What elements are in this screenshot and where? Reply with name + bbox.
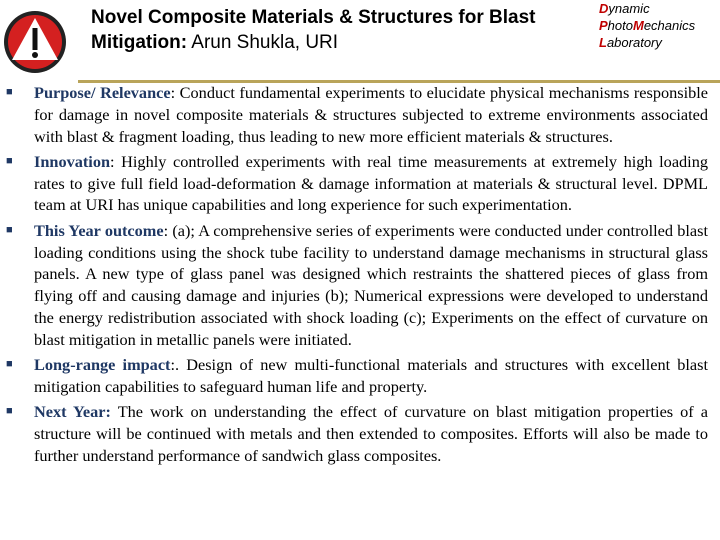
bullet-heading: Purpose/ Relevance xyxy=(34,83,171,102)
bullet-icon: ■ xyxy=(6,86,13,98)
alert-logo xyxy=(3,10,67,74)
lab-initial-l: L xyxy=(599,35,607,50)
bullet-sep: : xyxy=(110,151,115,171)
lab-initial-d: D xyxy=(599,1,609,16)
lab-word: echanics xyxy=(643,18,696,33)
bullet-next-year xyxy=(0,401,708,466)
bullet-text: (a); A comprehensive series of experiments were conducted under controlled blast loading conditions using the shock tube facility to understand damage mechanisms in structural glass panels. A new type of glass panel was designed which restraints the shattered pieces of glass from flying off and causing damage and injuries (b); Numerical expressions were developed to understand the energy redistribution associated with shock loading (c); Experiments on the effect of curvature on blast mitigation in metallic panels were initiated. xyxy=(34,220,708,349)
bullet-sep: :. xyxy=(170,355,180,375)
bullet-outcome xyxy=(0,220,708,351)
bullet-text: Highly controlled experiments with real time measurements at extremely high loading rates to give full field load-deformation & damage information at materials & structural level. DPML team at URI has unique capabilities and long experience for such experimentation. xyxy=(34,151,708,215)
lab-name xyxy=(599,0,695,51)
bullet-sep: : xyxy=(170,83,176,102)
bullet-purpose xyxy=(0,82,708,147)
bullet-heading: Innovation xyxy=(34,151,111,171)
bullet-impact xyxy=(0,354,708,398)
lab-initial-m: M xyxy=(632,18,644,33)
bullet-sep: : xyxy=(163,220,169,240)
bullet-icon: ■ xyxy=(6,405,13,418)
title-author: Arun Shukla, URI xyxy=(191,32,339,53)
bullet-innovation xyxy=(0,151,708,216)
bullet-icon: ■ xyxy=(6,358,13,371)
slide-title xyxy=(91,5,581,55)
lab-word: hoto xyxy=(607,18,633,33)
bullet-heading: Next Year: xyxy=(34,402,111,422)
bullet-icon: ■ xyxy=(6,223,13,236)
bullet-text: Conduct fundamental experiments to elucidate physical mechanisms responsible for damage in novel composite materials & structures subjected to extreme environments associated with blast & fragment loading, thus leading to new more efficient materials & structures. xyxy=(34,83,708,146)
bullet-heading: Long-range impact xyxy=(34,355,171,375)
lab-word: ynamic xyxy=(608,1,650,16)
bullet-heading: This Year outcome xyxy=(34,220,164,240)
bullet-text: Design of new multi-functional materials and structures with excellent blast mitigation capabilities to safeguard human life and property. xyxy=(34,355,709,396)
bullet-icon: ■ xyxy=(6,154,13,167)
bullet-text: The work on understanding the effect of curvature on blast mitigation properties of a structure will be continued with metals and then extended to composites. Efforts will also be made to further understand performance of sandwich glass composites. xyxy=(34,402,708,465)
lab-initial-p: P xyxy=(599,18,608,33)
bullet-list xyxy=(0,82,720,470)
lab-word: aboratory xyxy=(606,35,662,50)
title-bold: Novel Composite Materials & Structures for Blast Mitigation: xyxy=(91,7,536,53)
